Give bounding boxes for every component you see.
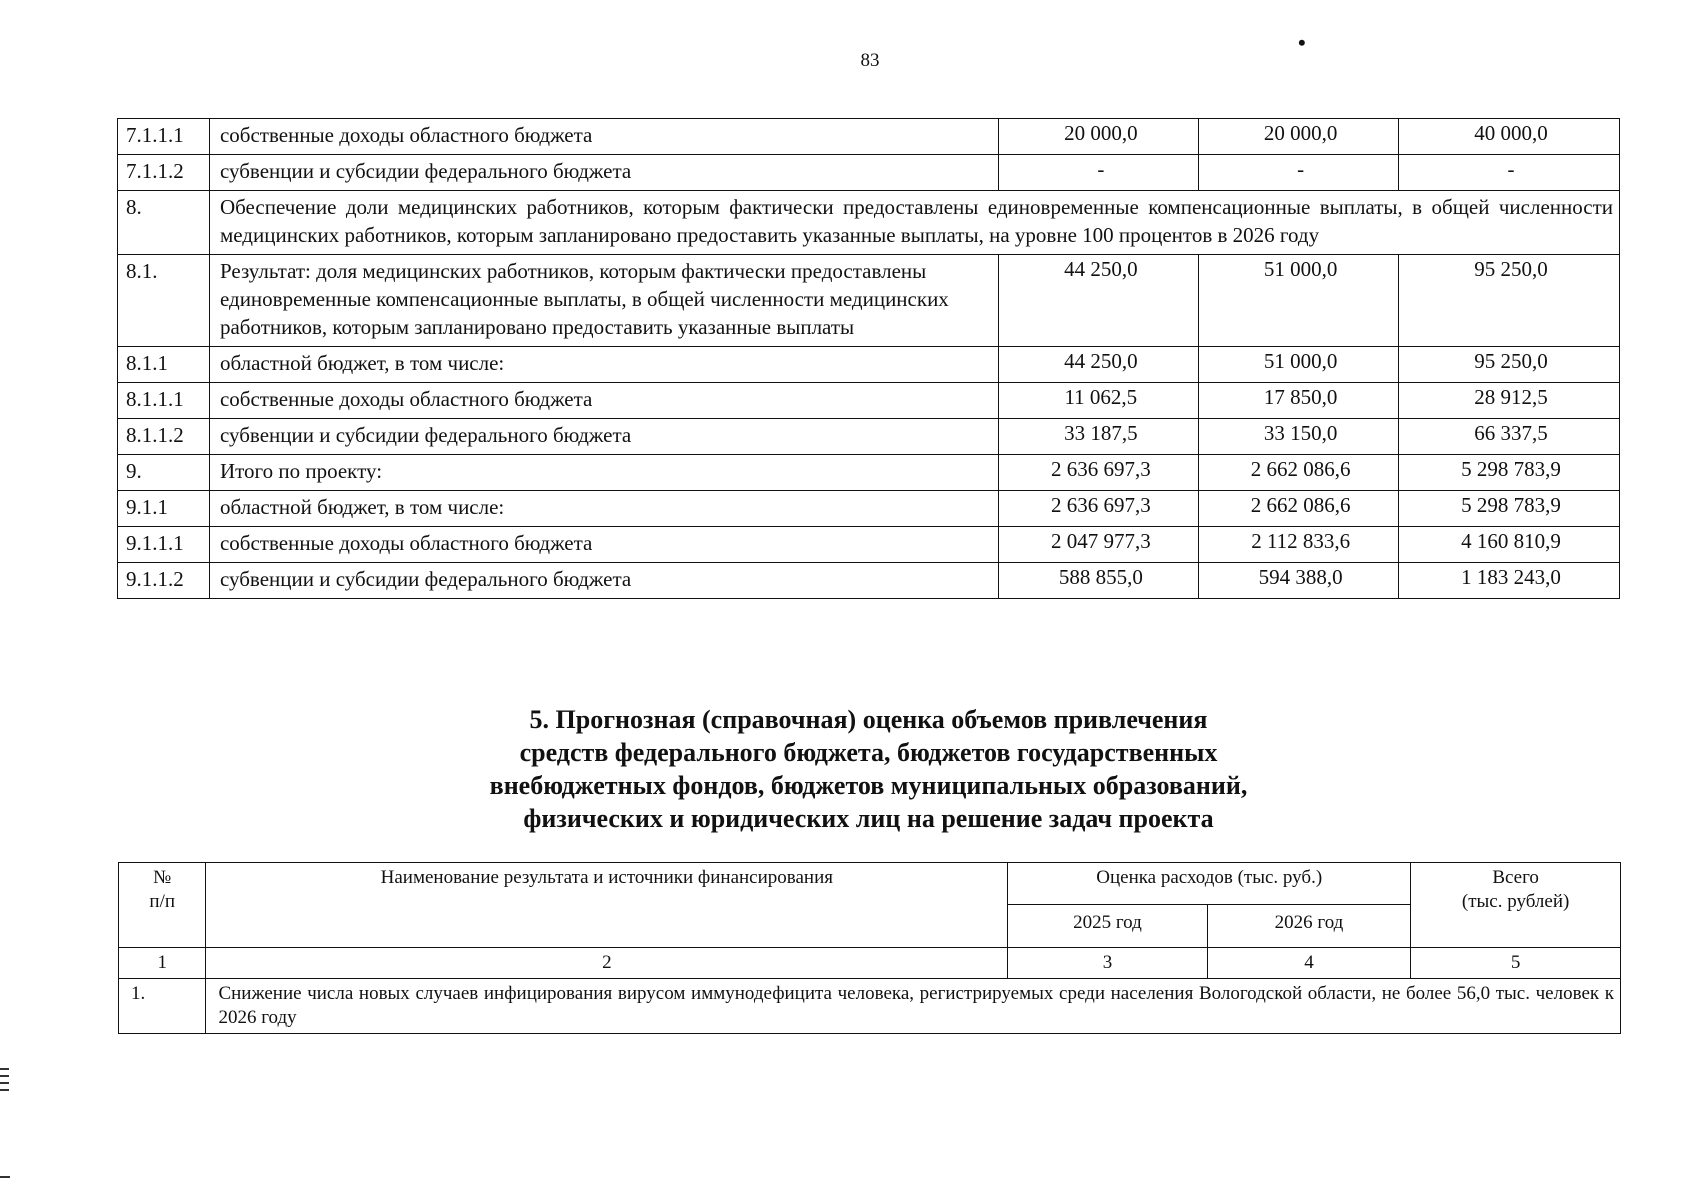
section-heading — [117, 703, 1620, 835]
row-code: 7.1.1.1 — [118, 119, 210, 155]
header-num-line: № — [153, 867, 172, 888]
table-row — [119, 979, 1621, 1034]
table-row — [118, 419, 1620, 455]
value-2025: 588 855,0 — [999, 563, 1199, 599]
value-total: 66 337,5 — [1399, 419, 1620, 455]
table-row — [118, 155, 1620, 191]
header-estimate: Оценка расходов (тыс. руб.) — [1008, 863, 1411, 905]
value-2026: 51 000,0 — [1199, 347, 1399, 383]
section-heading-line: средств федерального бюджета, бюджетов государственных — [519, 738, 1218, 767]
table-row — [118, 255, 1620, 347]
value-2025: 33 187,5 — [999, 419, 1199, 455]
value-2026: 33 150,0 — [1199, 419, 1399, 455]
value-total: 28 912,5 — [1399, 383, 1620, 419]
forecast-table — [118, 862, 1621, 1034]
header-total — [1411, 863, 1621, 948]
row-name: собственные доходы областного бюджета — [209, 527, 998, 563]
value-total: 95 250,0 — [1399, 347, 1620, 383]
header-year-2025: 2025 год — [1008, 905, 1208, 948]
column-number-row — [119, 948, 1621, 979]
value-2026: 594 388,0 — [1199, 563, 1399, 599]
row-code: 9.1.1 — [118, 491, 210, 527]
value-2025: 44 250,0 — [999, 255, 1199, 347]
value-2025: 11 062,5 — [999, 383, 1199, 419]
header-num — [119, 863, 206, 948]
value-2025: - — [999, 155, 1199, 191]
column-number: 2 — [206, 948, 1008, 979]
row-name: областной бюджет, в том числе: — [209, 347, 998, 383]
row-name: субвенции и субсидии федерального бюджета — [209, 419, 998, 455]
row-code: 9.1.1.1 — [118, 527, 210, 563]
task-text: Снижение числа новых случаев инфицирования вирусом иммунодефицита человека, регистрируемых среди населения Вологодской области, не более 56,0 тыс. человек к 2026 году — [206, 979, 1621, 1034]
value-total: 5 298 783,9 — [1399, 455, 1620, 491]
header-num-line: п/п — [149, 891, 176, 912]
value-total: - — [1399, 155, 1620, 191]
value-2025: 2 636 697,3 — [999, 455, 1199, 491]
value-2026: - — [1199, 155, 1399, 191]
column-number: 1 — [119, 948, 206, 979]
page-number: 83 — [860, 50, 880, 71]
row-code: 8. — [118, 191, 210, 255]
value-total: 1 183 243,0 — [1399, 563, 1620, 599]
row-code: 9. — [118, 455, 210, 491]
scan-mark: • — [1298, 30, 1306, 55]
value-2026: 2 662 086,6 — [1199, 491, 1399, 527]
row-code: 8.1.1.1 — [118, 383, 210, 419]
value-total: 95 250,0 — [1399, 255, 1620, 347]
header-total-line: (тыс. рублей) — [1461, 891, 1570, 912]
row-code: 8.1.1.2 — [118, 419, 210, 455]
row-code: 1. — [119, 979, 206, 1034]
section-heading-line: внебюджетных фондов, бюджетов муниципальных образований, — [489, 771, 1248, 800]
table-row — [118, 455, 1620, 491]
row-code: 8.1. — [118, 255, 210, 347]
row-name: областной бюджет, в том числе: — [209, 491, 998, 527]
row-name: собственные доходы областного бюджета — [209, 119, 998, 155]
row-name: субвенции и субсидии федерального бюджета — [209, 563, 998, 599]
task-text: Обеспечение доли медицинских работников, которым фактически предоставлены единовременные компенсационные выплаты, в общей численности медицинских работников, которым запланировано предоставить указанные выплаты, на уровне 100 процентов в 2026 году — [209, 191, 1619, 255]
value-total: 40 000,0 — [1399, 119, 1620, 155]
funding-table-continued — [117, 118, 1620, 599]
table-row — [118, 491, 1620, 527]
row-code: 8.1.1 — [118, 347, 210, 383]
column-number: 4 — [1207, 948, 1411, 979]
scan-edge-marks — [0, 1068, 10, 1096]
table-row — [118, 383, 1620, 419]
header-year-2026: 2026 год — [1207, 905, 1411, 948]
value-2025: 2 636 697,3 — [999, 491, 1199, 527]
row-name: Итого по проекту: — [209, 455, 998, 491]
value-2026: 2 662 086,6 — [1199, 455, 1399, 491]
table-row — [118, 347, 1620, 383]
value-2025: 2 047 977,3 — [999, 527, 1199, 563]
header-total-line: Всего — [1492, 867, 1539, 888]
section-heading-line: физических и юридических лиц на решение задач проекта — [523, 804, 1214, 833]
row-code: 9.1.1.2 — [118, 563, 210, 599]
value-2026: 51 000,0 — [1199, 255, 1399, 347]
row-name: субвенции и субсидии федерального бюджета — [209, 155, 998, 191]
row-name: собственные доходы областного бюджета — [209, 383, 998, 419]
table-row — [118, 119, 1620, 155]
table-row — [118, 191, 1620, 255]
value-2026: 2 112 833,6 — [1199, 527, 1399, 563]
value-2026: 20 000,0 — [1199, 119, 1399, 155]
value-total: 5 298 783,9 — [1399, 491, 1620, 527]
header-name: Наименование результата и источники финансирования — [206, 863, 1008, 948]
header-row — [119, 863, 1621, 905]
row-name: Результат: доля медицинских работников, которым фактически предоставлены единовременные компенсационные выплаты, в общей численности медицинских работников, которым запланировано предоставить указанные выплаты — [209, 255, 998, 347]
section-heading-line: 5. Прогнозная (справочная) оценка объемов привлечения — [529, 705, 1208, 734]
table-row — [118, 527, 1620, 563]
value-2026: 17 850,0 — [1199, 383, 1399, 419]
scan-edge-mark — [0, 1176, 10, 1178]
column-number: 3 — [1008, 948, 1208, 979]
column-number: 5 — [1411, 948, 1621, 979]
value-2025: 44 250,0 — [999, 347, 1199, 383]
value-total: 4 160 810,9 — [1399, 527, 1620, 563]
row-code: 7.1.1.2 — [118, 155, 210, 191]
table-row — [118, 563, 1620, 599]
value-2025: 20 000,0 — [999, 119, 1199, 155]
